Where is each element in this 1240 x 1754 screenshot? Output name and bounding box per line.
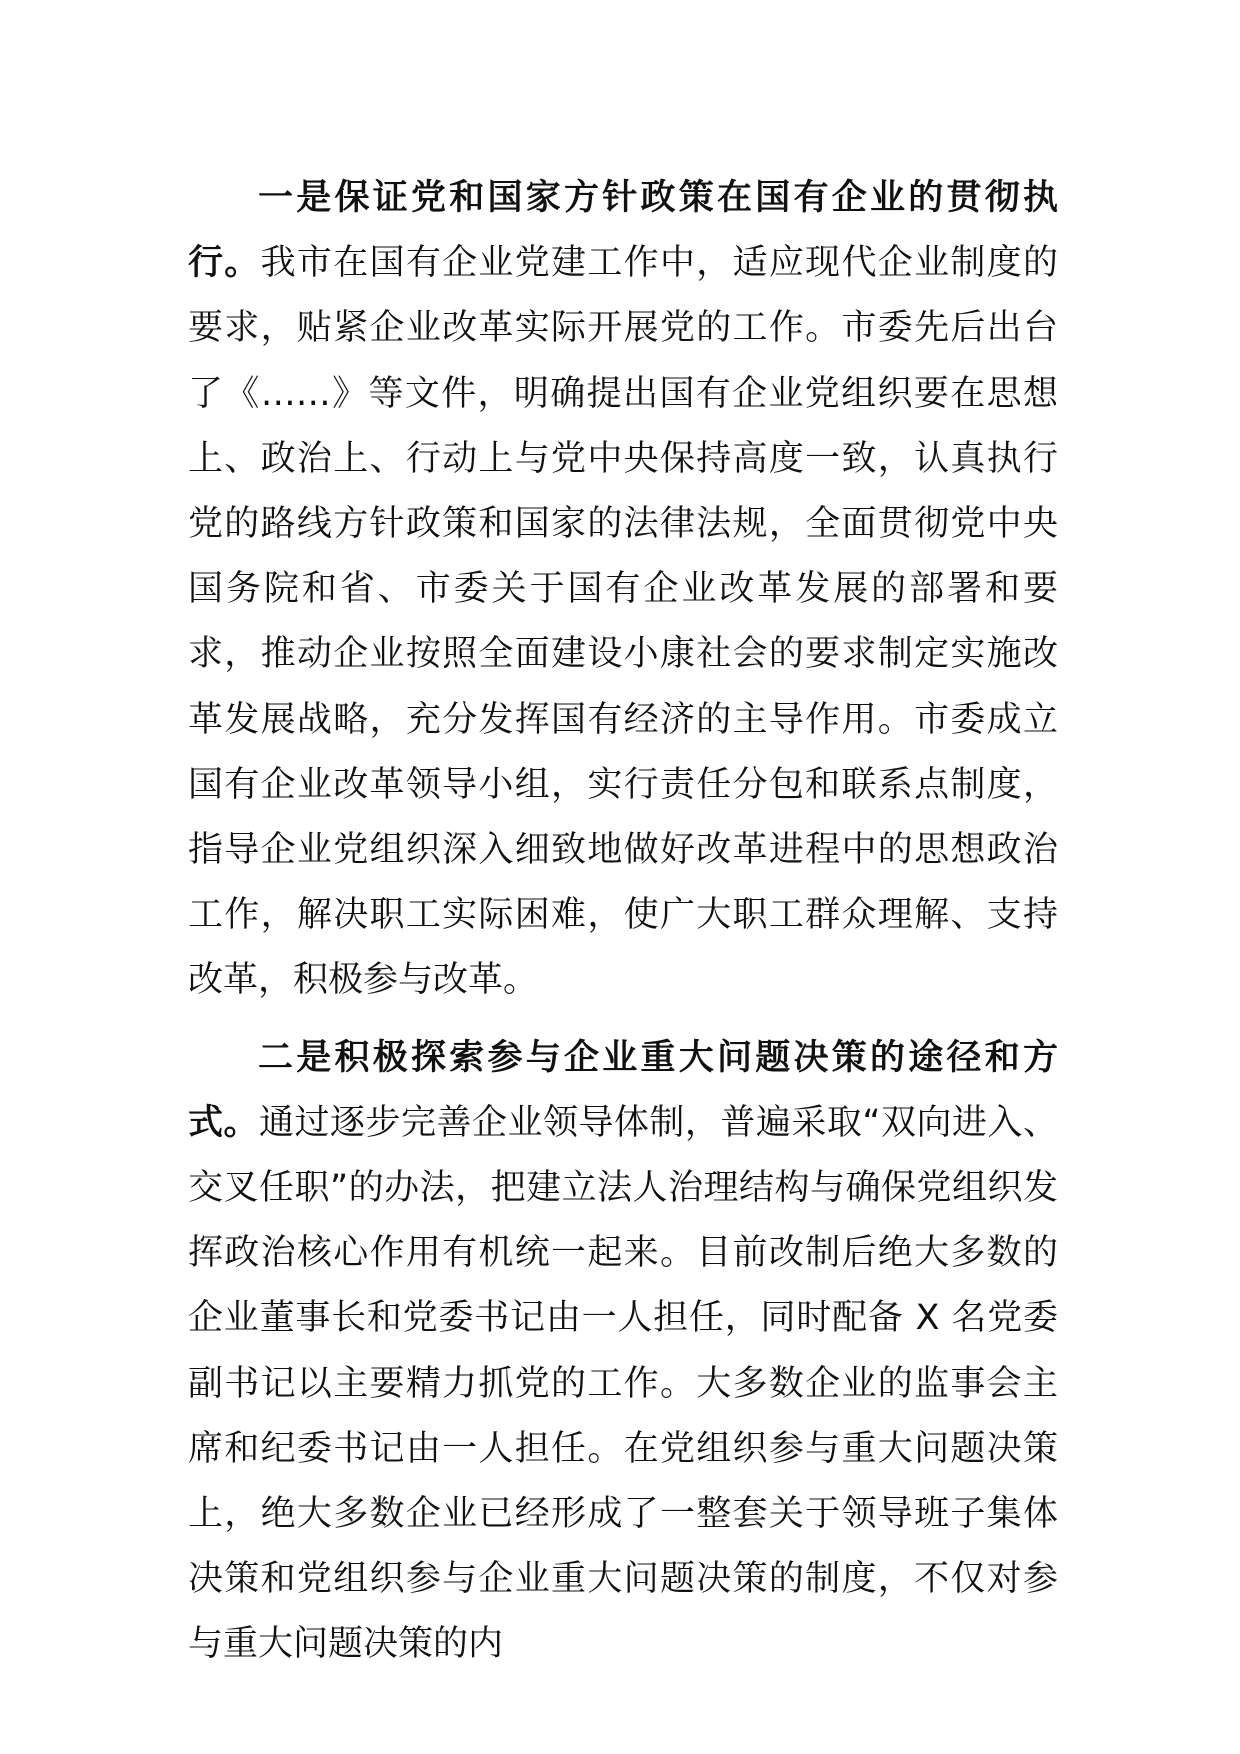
paragraph-1-text: 我市在国有企业党建工作中，适应现代企业制度的要求，贴紧企业改革实际开展党的工作。市委先后出台了《……》等文件，明确提出国有企业党组织要在思想上、政治上、行动上与党中央保持高度一致，认真执行党的路线方针政策和国家的法律法规，全面贯彻党中央国务院和省、市委关于国有企业改革发展的部署和要求，推动企业按照全面建设小康社会的要求制定实施改革发展战略，充分发挥国有经济的主导作用。市委成立国有企业改革领导小组，实行责任分包和联系点制度，指导企业党组织深入细致地做好改革进程中的思想政治工作，解决职工实际困难，使广大职工群众理解、支持改革，积极参与改革。 [188, 243, 1058, 1001]
paragraph-2-heading: 二是积极探索参与企业重大问题决策的途径和方式。 [188, 1037, 1058, 1143]
paragraph-1-heading: 一是保证党和国家方针政策在国有企业的贯彻执行。 [188, 178, 1058, 284]
document-body [188, 166, 1058, 1678]
paragraph-1 [188, 166, 1058, 1014]
paragraph-2 [188, 1026, 1058, 1678]
paragraph-2-text: 通过逐步完善企业领导体制，普遍采取“双向进入、交叉任职”的办法，把建立法人治理结构与确保党组织发挥政治核心作用有机统一起来。目前改制后绝大多数的企业董事长和党委书记由一人担任，同时配备 X 名党委副书记以主要精力抓党的工作。大多数企业的监事会主席和纪委书记由一人担任。在党组织参与重大问题决策上，绝大多数企业已经形成了一整套关于领导班子集体决策和党组织参与企业重大问题决策的制度，不仅对参与重大问题决策的内 [188, 1102, 1058, 1665]
